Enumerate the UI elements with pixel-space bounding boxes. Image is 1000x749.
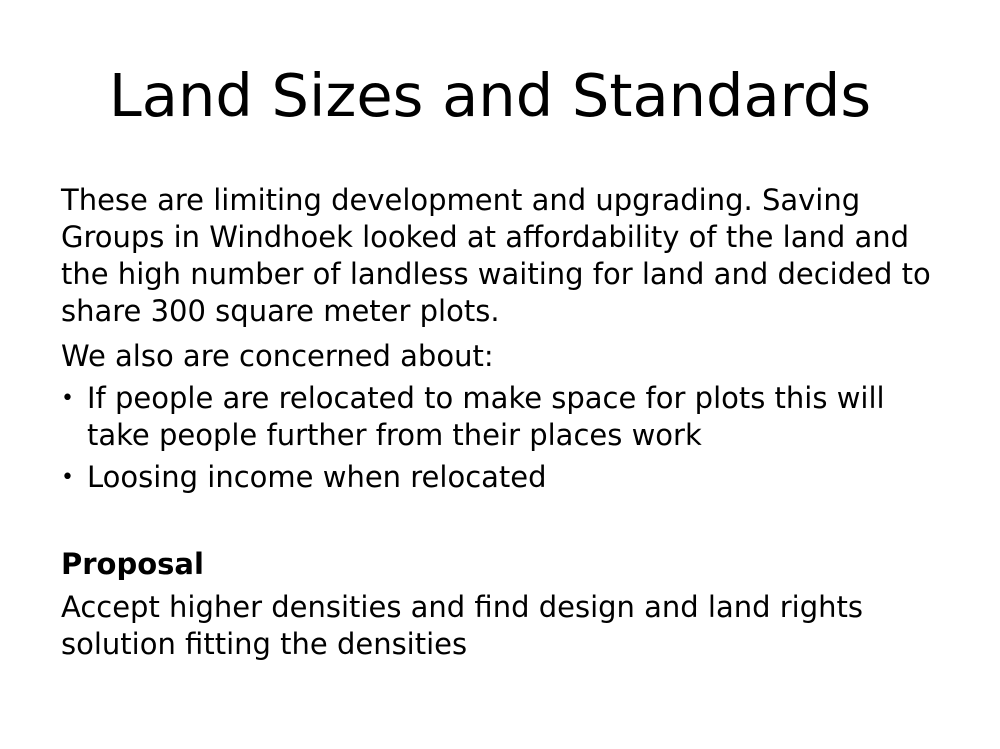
slide-title: Land Sizes and Standards: [108, 61, 872, 130]
intro-paragraph: These are limiting development and upgrading. Saving Groups in Windhoek looked at affordability of the land and the high number of landless waiting for land and decided to share 300 square meter plots.: [61, 183, 931, 328]
concern-list: [61, 380, 941, 496]
list-item-text: If people are relocated to make space for plots this will take people further from their places work: [87, 381, 885, 452]
bullet-icon: •: [61, 386, 74, 411]
bullet-icon: •: [61, 465, 74, 490]
proposal-heading: Proposal: [61, 547, 204, 581]
list-item: [61, 459, 941, 496]
slide-body: [61, 182, 941, 663]
proposal-text: Accept higher densities and find design and land rights solution fitting the densities: [61, 590, 863, 661]
list-item-text: Loosing income when relocated: [87, 460, 547, 494]
list-item: [61, 380, 941, 454]
concern-lead: We also are concerned about:: [61, 339, 494, 373]
